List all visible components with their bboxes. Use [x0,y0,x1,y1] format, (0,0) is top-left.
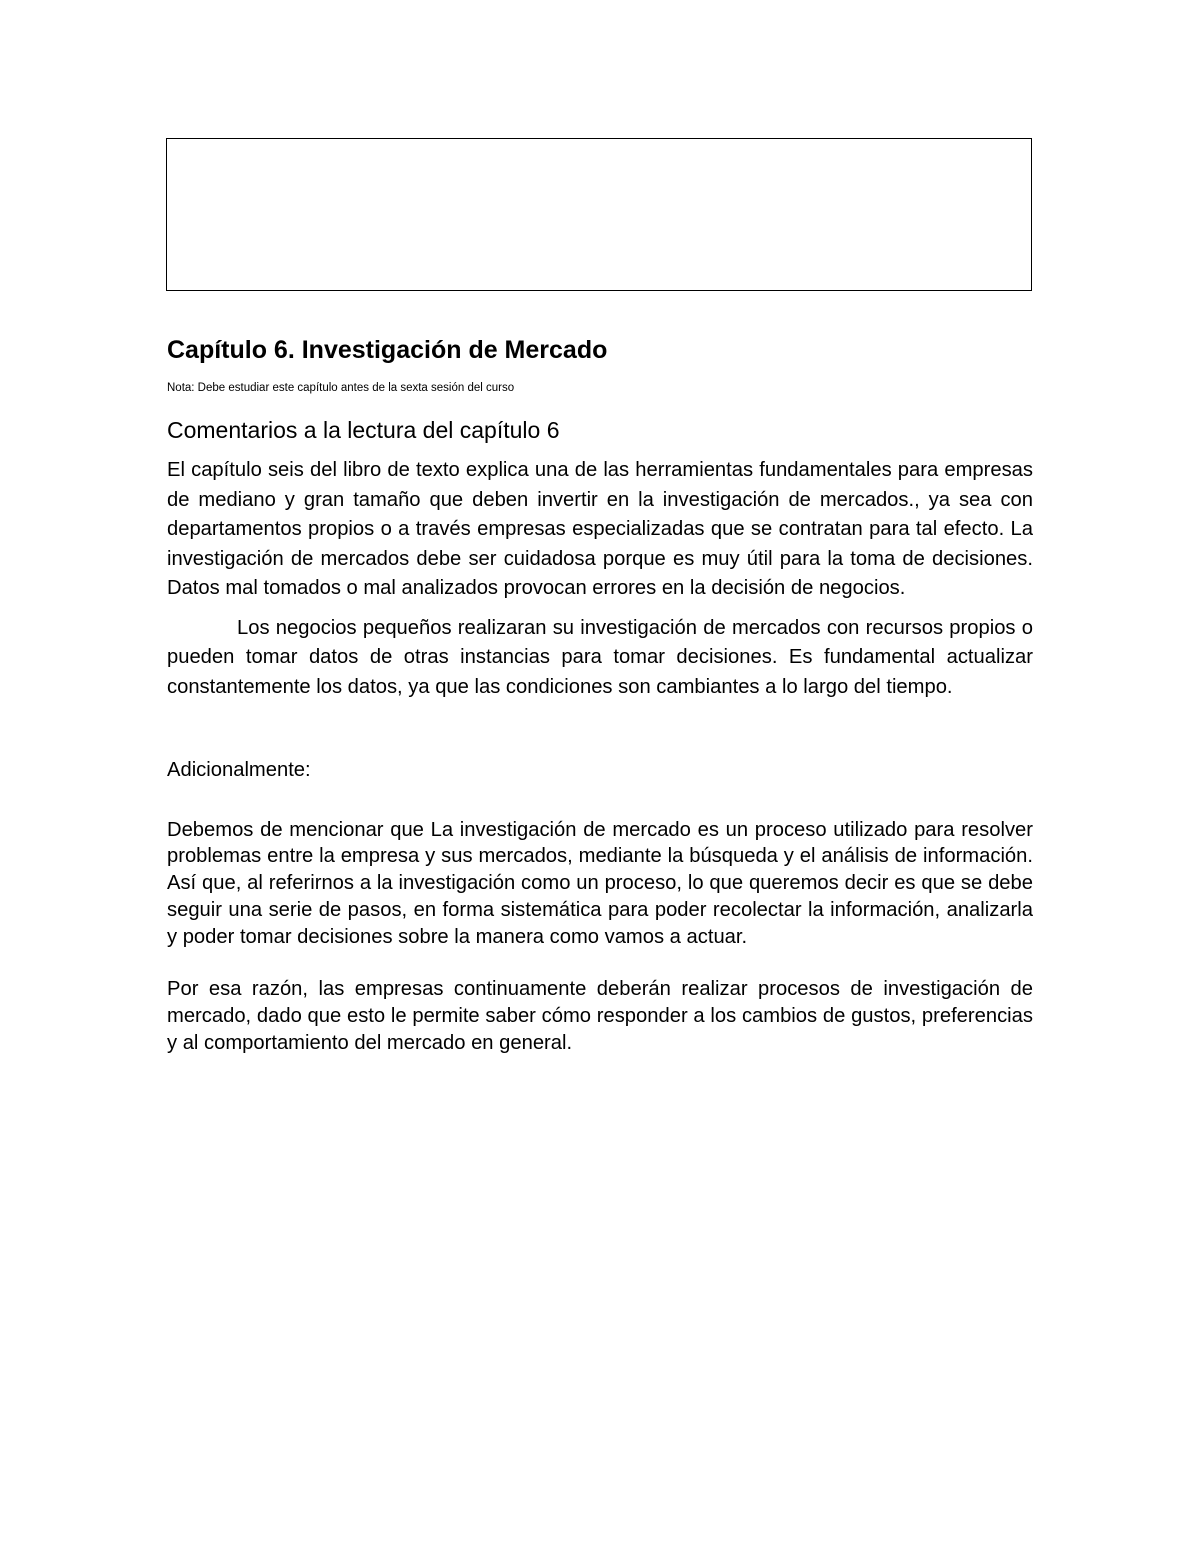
paragraph-market-research-definition: Debemos de mencionar que La investigación de mercado es un proceso utilizado para resolver problemas entre la empresa y sus mercados, mediante la búsqueda y el análisis de información. Así que, al referirnos a la investigación como un proceso, lo que queremos decir es que se debe seguir una serie de pasos, en forma sistemática para poder recolectar la información, analizarla y poder tomar decisiones sobre la manera como vamos a actuar. [167,818,1033,948]
paragraph-intro: El capítulo seis del libro de texto explica una de las herramientas fundamentales para empresas de mediano y gran tamaño que deben invertir en la investigación de mercados., ya sea con departamentos propios o a través empresas especializadas que se contratan para tal efecto. La investigación de mercados debe ser cuidadosa porque es muy útil para la toma de decisiones. Datos mal tomados o mal analizados provocan errores en la decisión de negocios. [167,459,1033,599]
paragraph-additionally-label: Adicionalmente: [167,759,311,781]
paragraph-small-business: Los negocios pequeños realizaran su investigación de mercados con recursos propios o pueden tomar datos de otras instancias para tomar decisiones. Es fundamental actualizar constantemente los datos, ya que las condiciones son cambiantes a lo largo del tiempo. [167,616,1033,698]
document-body [167,333,1033,1057]
paragraph-conclusion: Por esa razón, las empresas continuamente deberán realizar procesos de investigación de mercado, dado que esto le permite saber cómo responder a los cambios de gustos, preferencias y al comportamiento del mercado en general. [167,978,1033,1055]
study-note: Nota: Debe estudiar este capítulo antes de la sexta sesión del curso [167,382,515,394]
empty-header-box [166,138,1032,291]
chapter-title: Capítulo 6. Investigación de Mercado [167,336,608,364]
section-title: Comentarios a la lectura del capítulo 6 [167,417,560,443]
